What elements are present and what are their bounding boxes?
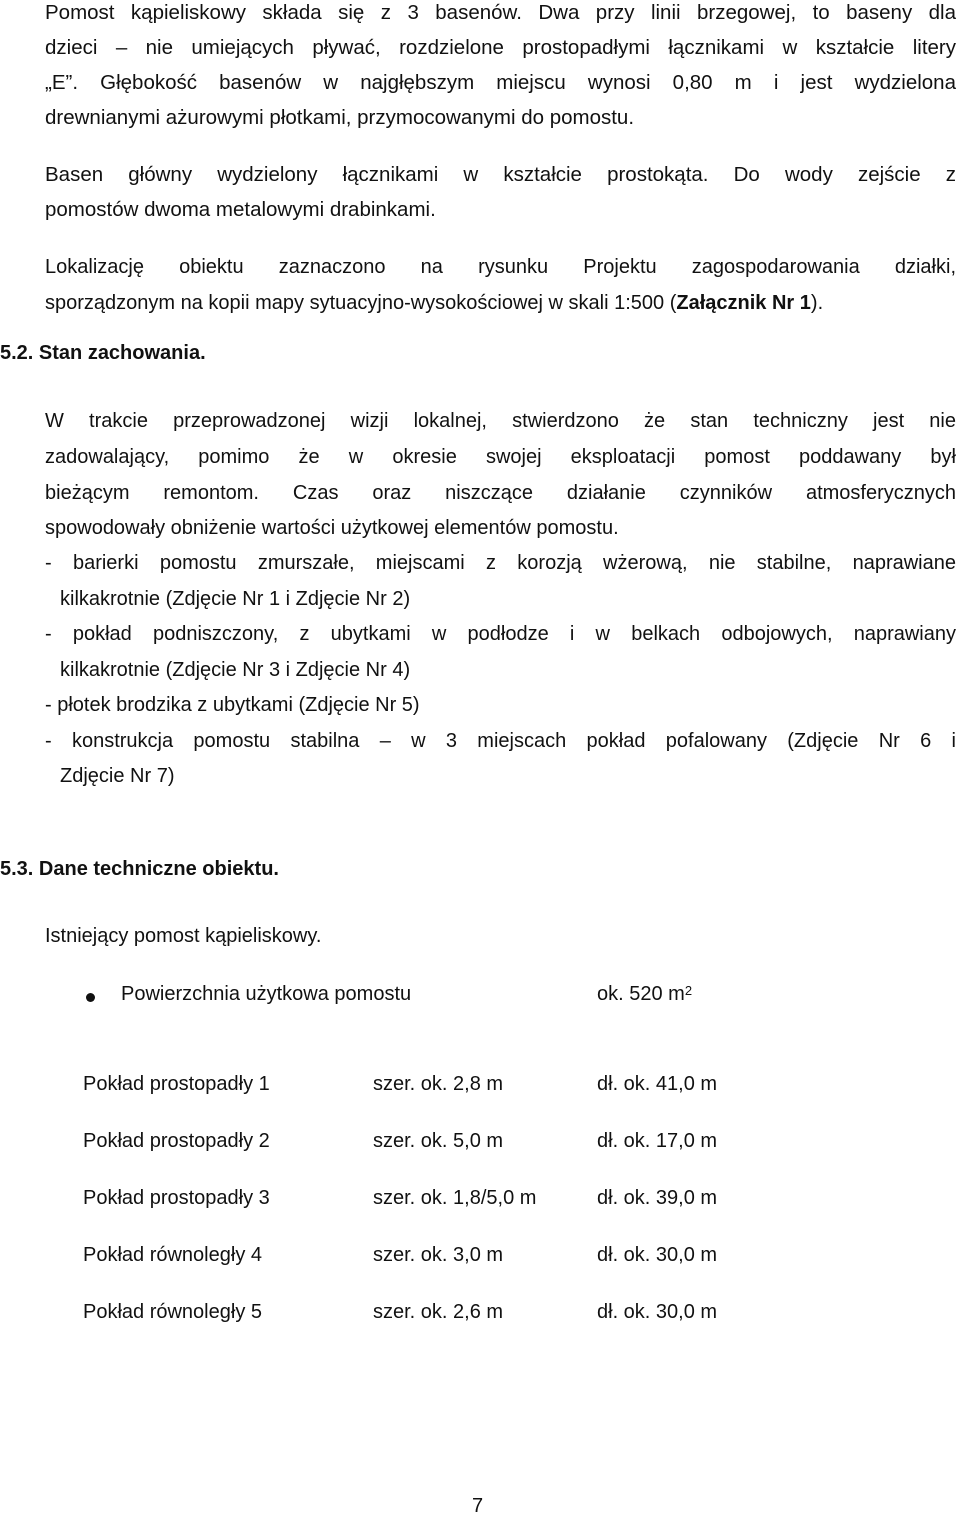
deck-length: dł. ok. 39,0 m [597, 1187, 718, 1209]
paragraph-1-line-3: „E”. Głębokość basenów w najgłębszym miejscu wynosi 0,80 m i jest wydzielona [45, 71, 956, 94]
paragraph-3-line-2 [45, 291, 823, 315]
paragraph-3-closing: ). [810, 292, 824, 314]
deck-width: szer. ok. 5,0 m [373, 1130, 504, 1152]
area-label: Powierzchnia użytkowa pomostu [121, 983, 412, 1005]
condition-line-3: bieżącym remontom. Czas oraz niszczące działanie czynników atmosferycznych [45, 482, 956, 504]
condition-line-2: zadowalający, pomimo że w okresie swojej eksploatacji pomost poddawany był [45, 446, 956, 468]
deck-name: Pokład prostopadły 1 [83, 1073, 270, 1095]
defect-4-line-1: - konstrukcja pomostu stabilna – w 3 miejscach pokład pofalowany (Zdjęcie Nr 6 i [45, 730, 956, 752]
condition-line-4: spowodowały obniżenie wartości użytkowej elementów pomostu. [45, 517, 619, 539]
bullet-icon [86, 993, 95, 1002]
area-number: ok. 520 m [597, 983, 685, 1005]
paragraph-1-line-1: Pomost kąpieliskowy składa się z 3 basenów. Dwa przy linii brzegowej, to baseny dla [45, 1, 956, 24]
section-heading-5-3: 5.3. Dane techniczne obiektu. [0, 858, 279, 880]
condition-line-1: W trakcie przeprowadzonej wizji lokalnej, stwierdzono że stan techniczny jest nie [45, 410, 956, 432]
paragraph-2-line-2: pomostów dwoma metalowymi drabinkami. [45, 198, 436, 221]
defect-1-line-2: kilkakrotnie (Zdjęcie Nr 1 i Zdjęcie Nr 2) [60, 588, 411, 610]
attachment-reference: Załącznik Nr 1 [676, 292, 811, 314]
paragraph-2-line-1: Basen główny wydzielony łącznikami w kształcie prostokąta. Do wody zejście z [45, 163, 956, 186]
deck-length: dł. ok. 41,0 m [597, 1073, 718, 1095]
section-heading-5-2: 5.2. Stan zachowania. [0, 342, 206, 364]
deck-width: szer. ok. 2,8 m [373, 1073, 504, 1095]
deck-width: szer. ok. 2,6 m [373, 1301, 504, 1323]
area-unit-superscript: 2 [684, 983, 693, 998]
deck-length: dł. ok. 30,0 m [597, 1301, 718, 1323]
paragraph-3-text: sporządzonym na kopii mapy sytuacyjno-wysokościowej w skali 1:500 ( [45, 292, 677, 314]
deck-width: szer. ok. 3,0 m [373, 1244, 504, 1266]
deck-name: Pokład prostopadły 3 [83, 1187, 270, 1209]
defect-4-line-2: Zdjęcie Nr 7) [60, 765, 175, 787]
deck-length: dł. ok. 30,0 m [597, 1244, 718, 1266]
defect-2-line-1: - pokład podniszczony, z ubytkami w podłodze i w belkach odbojowych, naprawiany [45, 623, 956, 645]
defect-1-line-1: - barierki pomostu zmurszałe, miejscami z korozją wżerową, nie stabilne, naprawiane [45, 552, 956, 574]
deck-name: Pokład prostopadły 2 [83, 1130, 270, 1152]
defect-3: - płotek brodzika z ubytkami (Zdjęcie Nr 5) [45, 694, 420, 716]
defect-2-line-2: kilkakrotnie (Zdjęcie Nr 3 i Zdjęcie Nr 4) [60, 659, 411, 681]
page-number: 7 [472, 1495, 484, 1517]
paragraph-1-line-4: drewnianymi ażurowymi płotkami, przymocowanymi do pomostu. [45, 106, 635, 129]
paragraph-1-line-2: dzieci – nie umiejących pływać, rozdzielone prostopadłymi łącznikami w kształcie litery [45, 36, 956, 59]
deck-width: szer. ok. 1,8/5,0 m [373, 1187, 537, 1209]
deck-name: Pokład równoległy 4 [83, 1244, 262, 1266]
tech-intro: Istniejący pomost kąpieliskowy. [45, 925, 322, 947]
paragraph-3-line-1: Lokalizację obiektu zaznaczono na rysunku Projektu zagospodarowania działki, [45, 256, 956, 278]
deck-length: dł. ok. 17,0 m [597, 1130, 718, 1152]
deck-name: Pokład równoległy 5 [83, 1301, 262, 1323]
area-value [597, 982, 692, 1006]
